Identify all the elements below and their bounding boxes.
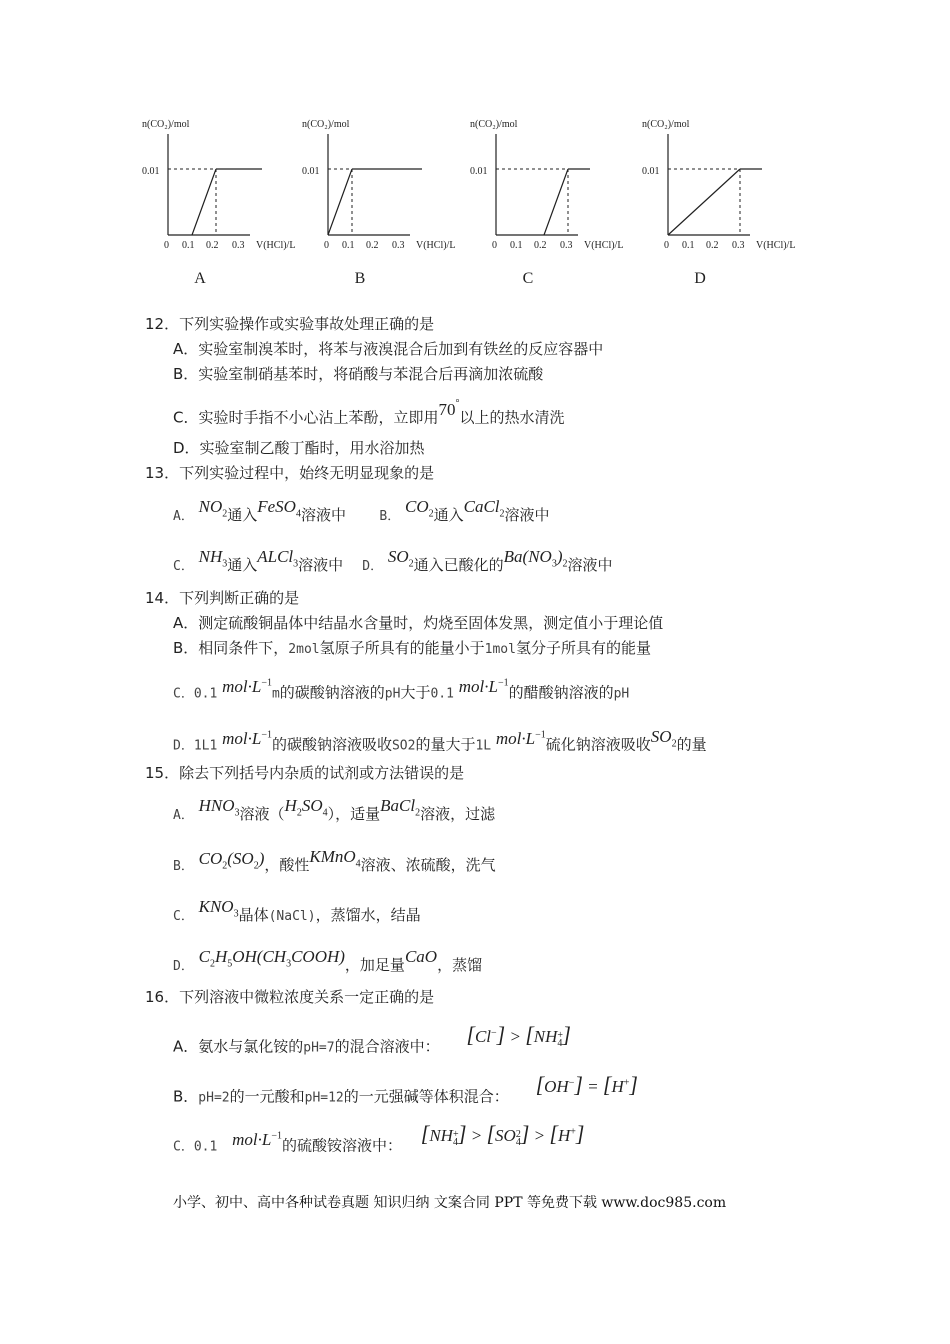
y-axis-label: n(CO₂)/mol (302, 119, 350, 130)
q14-b-text2: 氢原子所具有的能量小于 (319, 639, 485, 657)
q13-c-prefix: C． (173, 559, 194, 574)
x-tick-3: 0.3 (560, 240, 573, 251)
graph-label: A (194, 270, 206, 287)
q13-c-mid: 通入 (227, 556, 258, 574)
q15-d-prefix: D． (173, 959, 194, 974)
x-tick-0: 0 (492, 240, 497, 251)
q14-option-b (173, 638, 651, 660)
graph-label: C (522, 270, 534, 287)
q15-b-text1: ，酸性 (264, 856, 310, 874)
graph-c-plot (468, 112, 658, 262)
q14-c-m: m (271, 686, 280, 702)
q15-option-b: B． $CO_2(SO_2)$，酸性KMnO$_4$溶液、浓硫酸，洗气 (173, 847, 496, 874)
q14-d-so2: SO2 (391, 738, 416, 754)
q14-c-num: 0.1 (430, 686, 454, 702)
x-axis-label: V(HCl)/L (584, 240, 624, 251)
q15-option-c: C． $KNO_3$晶体(NaCl)，蒸馏水，结晶 (173, 897, 421, 924)
q15-d-text2: ，蒸馏 (437, 956, 483, 974)
q15-option-a: A． $HNO_3$溶液$(H_2SO_4)$，适量BaCl$_2$溶液，过滤 (173, 796, 496, 823)
y-tick: 0.01 (302, 166, 320, 177)
graph-b-rise (328, 169, 352, 235)
y-axis-label: n(CO₂)/mol (470, 119, 518, 130)
graph-label: D (694, 270, 706, 287)
q15-b-text2: 溶液、浓硫酸，洗气 (360, 856, 496, 874)
q14-d-text3: 硫化钠溶液吸收 (545, 735, 651, 754)
q13-a-mid: 通入 (227, 506, 258, 524)
y-axis-label: n(CO₂)/mol (142, 119, 190, 130)
q14-b-num2: 1mol (484, 642, 516, 657)
q13-a-prefix: A． (173, 509, 194, 524)
q15-c-nacl: (NaCl) (268, 909, 316, 924)
q14-c-text3: 的醋酸钠溶液的 (508, 683, 614, 702)
x-tick-0: 0 (164, 240, 169, 251)
x-axis-label: V(HCl)/L (256, 240, 296, 251)
q14-c-ph2: pH (613, 686, 630, 702)
q14-c-prefix: C．0.1 (173, 686, 218, 702)
q16-b-text1: B． (173, 1087, 199, 1106)
q14-d-text2: 的量大于 (415, 735, 476, 754)
q15-c-text1: 晶体 (238, 906, 269, 924)
graph-d (640, 112, 830, 302)
x-tick-0: 0 (664, 240, 669, 251)
q13-a-end: 溶液中 (300, 506, 346, 524)
q16-a-ph: pH=7 (303, 1040, 335, 1056)
q15-d-text1: ，加足量 (344, 956, 405, 974)
graph-b-plot (300, 112, 490, 262)
q16-a-text2: 的混合溶液中： (334, 1037, 440, 1056)
q14-option-d: D．1L1 $mol\cdot L^{-1}$的碳酸钠溶液吸收SO2的量大于1L $mol\cdot L^{-1}$硫化钠溶液吸收$SO_2$的量 (173, 726, 707, 754)
q14-c-text2: 大于 (400, 683, 431, 702)
y-tick: 0.01 (142, 166, 160, 177)
q14-d-text1: 的碳酸钠溶液吸收 (271, 735, 392, 754)
q16-stem: 16．下列溶液中微粒浓度关系一定正确的是 (145, 988, 435, 1006)
q14-c-text1: 的碳酸钠溶液的 (279, 683, 385, 702)
footer-text: 小学、初中、高中各种试卷真题 知识归纳 文案合同 PPT 等免费下载 www.doc985.com (173, 1195, 727, 1211)
q13-c-end: 溶液中 (298, 556, 344, 574)
q13-stem: 13．下列实验过程中，始终无明显现象的是 (145, 464, 435, 482)
x-tick-3: 0.3 (732, 240, 745, 251)
y-tick: 0.01 (642, 166, 660, 177)
graph-c-rise (544, 169, 568, 235)
graph-d-rise (668, 169, 740, 235)
q16-c-prefix: C．0.1 (173, 1139, 218, 1155)
graph-a-rise (192, 169, 216, 235)
q13-option-c-d: C． $NH_3$通入ALCl$_3$溶液中 D． $SO_2$通入已酸化的$Ba(NO_3)_2$溶液中 (173, 547, 613, 574)
q12-c-text2: 以上的热水清洗 (459, 408, 565, 427)
q13-d-mid: 通入已酸化的 (413, 556, 504, 574)
x-tick-2: 0.2 (706, 240, 719, 251)
q14-d-text4: 的量 (676, 735, 707, 754)
q16-c-text1: 的硫酸铵溶液中： (281, 1136, 402, 1155)
q15-a-text1: 溶液（ (239, 805, 285, 823)
x-axis-label: V(HCl)/L (756, 240, 796, 251)
q12-option-a: A．实验室制溴苯时，将苯与液溴混合后加到有铁丝的反应容器中 (173, 340, 604, 358)
graph-d-plot (640, 112, 830, 262)
q14-b-num1: 2mol (288, 642, 320, 657)
x-tick-1: 0.1 (342, 240, 355, 251)
q14-b-text3: 氢分子所具有的能量 (515, 639, 651, 657)
q16-b-text2: 的一元酸和 (229, 1087, 305, 1106)
q13-b-end: 溶液中 (504, 506, 550, 524)
q16-option-a: A．氨水与氯化铵的pH=7的混合溶液中： [Cl−] > [NH $_{+ 4}$] (173, 1021, 571, 1056)
q16-b-ph2: pH=12 (304, 1090, 344, 1106)
x-tick-3: 0.3 (392, 240, 405, 251)
q15-b-prefix: B． (173, 859, 194, 874)
q12-c-temp: 70 (438, 399, 456, 419)
q14-option-a: A．测定硫酸铜晶体中结晶水含量时，灼烧至固体发黑，测定值小于理论值 (173, 614, 664, 632)
q16-a-text1: A．氨水与氯化铵的 (173, 1037, 304, 1056)
q12-option-d: D．实验室制乙酸丁酯时，用水浴加热 (173, 439, 425, 457)
x-axis-label: V(HCl)/L (416, 240, 456, 251)
q16-b-ph1: pH=2 (198, 1090, 230, 1106)
q14-d-num: 1L (475, 738, 492, 754)
q14-option-c: C．0.1 $mol\cdot L^{-1}m$的碳酸钠溶液的pH大于0.1 $mol\cdot L^{-1}$的醋酸钠溶液的pH (173, 676, 630, 702)
q16-option-c: C．0.1 $mol\cdot L^{-1}$的硫酸铵溶液中： [NH $_{+ 4}$] > [SO $_{2 4}$] > [H+] (173, 1120, 585, 1155)
q15-c-prefix: C． (173, 909, 194, 924)
q15-a-text2: ），适量 (327, 805, 381, 823)
y-tick: 0.01 (470, 166, 488, 177)
x-tick-3: 0.3 (232, 240, 245, 251)
q13-d-prefix: D． (362, 559, 384, 574)
q14-c-ph: pH (384, 686, 401, 702)
q15-a-text3: 溶液，过滤 (420, 805, 496, 823)
q16-option-b: B．pH=2的一元酸和pH=12的一元强碱等体积混合： [OH−] = [H+] (173, 1071, 638, 1106)
q16-b-text3: 的一元强碱等体积混合： (343, 1087, 509, 1106)
q14-b-text1: B．相同条件下， (173, 639, 289, 657)
graph-b (300, 112, 490, 302)
q12-c-text1: C．实验时手指不小心沾上苯酚，立即用 (173, 408, 439, 427)
q15-stem: 15．除去下列括号内杂质的试剂或方法错误的是 (145, 764, 465, 782)
x-tick-1: 0.1 (682, 240, 695, 251)
x-tick-1: 0.1 (182, 240, 195, 251)
x-tick-0: 0 (324, 240, 329, 251)
x-tick-2: 0.2 (366, 240, 379, 251)
graph-label: B (354, 270, 366, 287)
q15-c-text2: ，蒸馏水，结晶 (315, 906, 421, 924)
x-tick-2: 0.2 (534, 240, 547, 251)
q13-b-mid: 通入 (433, 506, 464, 524)
graph-c (468, 112, 658, 302)
q13-d-end: 溶液中 (567, 556, 613, 574)
q15-option-d: D． $C_2H_5OH(CH_3COOH)$，加足量CaO，蒸馏 (173, 947, 483, 974)
q12-stem: 12．下列实验操作或实验事故处理正确的是 (145, 315, 435, 333)
q15-a-prefix: A． (173, 808, 194, 823)
q14-d-prefix: D．1L1 (173, 738, 218, 754)
x-tick-2: 0.2 (206, 240, 219, 251)
q12-option-c: C．实验时手指不小心沾上苯酚，立即用70°以上的热水清洗 (173, 398, 565, 427)
q12-option-b: B．实验室制硝基苯时，将硝酸与苯混合后再滴加浓硫酸 (173, 365, 544, 383)
q14-stem: 14．下列判断正确的是 (145, 589, 300, 607)
y-axis-label: n(CO₂)/mol (642, 119, 690, 130)
x-tick-1: 0.1 (510, 240, 523, 251)
q13-b-prefix: B． (379, 509, 401, 524)
q13-option-a-b: A． $NO_2$通入FeSO$_4$溶液中 B． $CO_2$通入CaCl$_2$溶液中 (173, 497, 550, 524)
